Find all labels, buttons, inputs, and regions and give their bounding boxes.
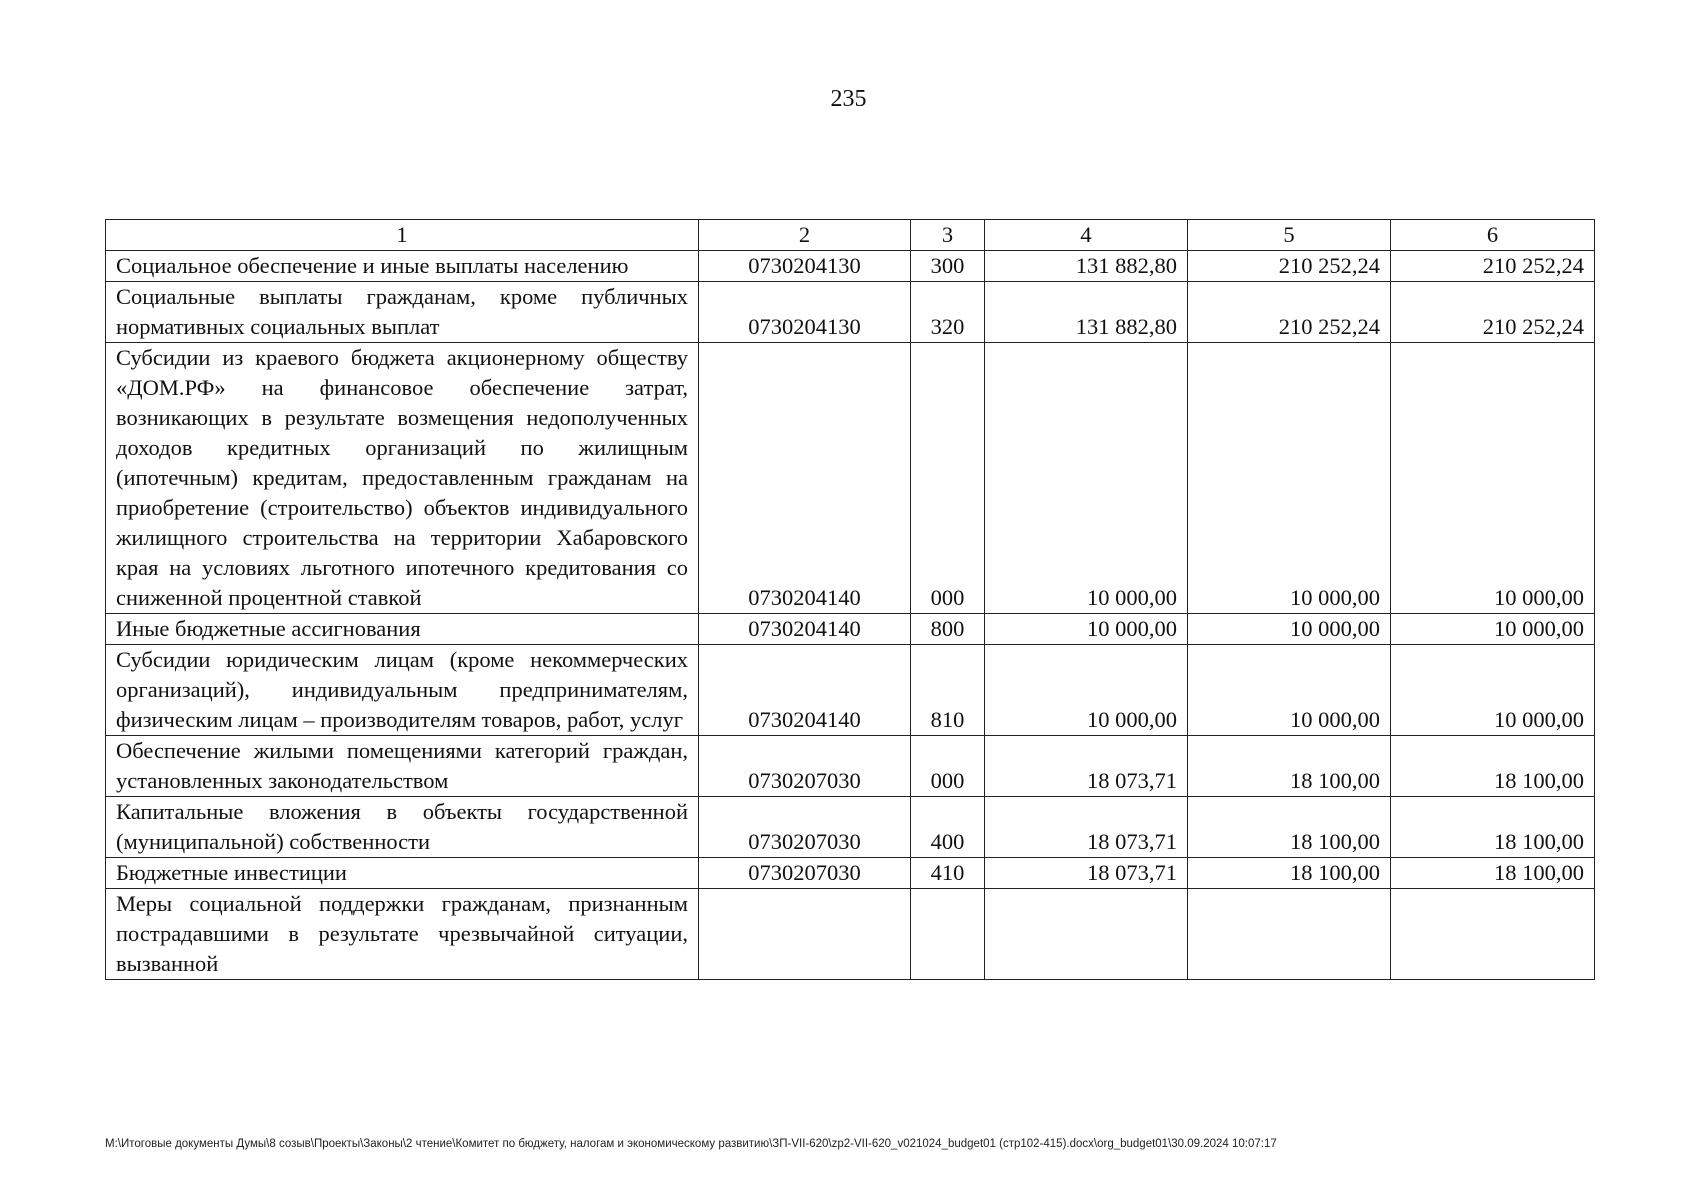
- table-row: [106, 889, 1595, 980]
- row-target-code: [699, 889, 911, 980]
- row-value-col5: 10 000,00: [1188, 614, 1391, 645]
- row-value-col5: 18 100,00: [1188, 858, 1391, 889]
- row-expense-type: 320: [911, 282, 985, 343]
- page-number: 235: [830, 86, 867, 112]
- row-name: Субсидии юридическим лицам (кроме некоммерческих организаций), индивидуальным предпринимателям, физическим лицам – производителям товаров, работ, услуг: [106, 645, 699, 736]
- row-name: Обеспечение жилыми помещениями категорий граждан, установленных законодательством: [106, 736, 699, 797]
- row-value-col6: 18 100,00: [1391, 858, 1595, 889]
- row-expense-type: 810: [911, 645, 985, 736]
- row-value-col4: 131 882,80: [985, 282, 1188, 343]
- column-header: 4: [985, 220, 1188, 251]
- row-value-col4: 10 000,00: [985, 645, 1188, 736]
- row-value-col5: 10 000,00: [1188, 645, 1391, 736]
- row-value-col6: [1391, 889, 1595, 980]
- row-value-col6: 10 000,00: [1391, 614, 1595, 645]
- table-row: [106, 736, 1595, 797]
- row-value-col5: 10 000,00: [1188, 343, 1391, 614]
- row-target-code: 0730207030: [699, 858, 911, 889]
- row-expense-type: 300: [911, 251, 985, 282]
- row-target-code: 0730207030: [699, 797, 911, 858]
- row-value-col6: 10 000,00: [1391, 343, 1595, 614]
- row-value-col5: 210 252,24: [1188, 251, 1391, 282]
- row-value-col6: 18 100,00: [1391, 797, 1595, 858]
- table-row: [106, 251, 1595, 282]
- row-value-col6: 210 252,24: [1391, 251, 1595, 282]
- row-value-col5: 210 252,24: [1188, 282, 1391, 343]
- row-value-col4: 18 073,71: [985, 858, 1188, 889]
- row-value-col4: 18 073,71: [985, 797, 1188, 858]
- row-target-code: 0730204140: [699, 645, 911, 736]
- row-value-col4: 10 000,00: [985, 614, 1188, 645]
- row-name: Социальное обеспечение и иные выплаты населению: [106, 251, 699, 282]
- row-name: Меры социальной поддержки гражданам, признанным пострадавшими в результате чрезвычайной ситуации, вызванной: [106, 889, 699, 980]
- row-value-col6: 18 100,00: [1391, 736, 1595, 797]
- column-header: 5: [1188, 220, 1391, 251]
- row-target-code: 0730207030: [699, 736, 911, 797]
- column-header: 6: [1391, 220, 1595, 251]
- row-value-col4: 131 882,80: [985, 251, 1188, 282]
- header-row: [106, 220, 1595, 251]
- column-header: 1: [106, 220, 699, 251]
- row-target-code: 0730204130: [699, 251, 911, 282]
- table-row: [106, 282, 1595, 343]
- budget-table: [105, 219, 1595, 980]
- table-row: [106, 797, 1595, 858]
- row-value-col6: 10 000,00: [1391, 645, 1595, 736]
- row-name: Иные бюджетные ассигнования: [106, 614, 699, 645]
- table-row: [106, 858, 1595, 889]
- row-expense-type: 000: [911, 736, 985, 797]
- row-value-col4: 10 000,00: [985, 343, 1188, 614]
- table-row: [106, 645, 1595, 736]
- document-path-footer: M:\Итоговые документы Думы\8 созыв\Проекты\Законы\2 чтение\Комитет по бюджету, налогам и экономическому развитию\ЗП-VII-620\zp2-VII-620_v021024_budget01 (стр102-415).docx\org_budget01\30.09.2024 10:07:17: [105, 1138, 1277, 1150]
- row-value-col6: 210 252,24: [1391, 282, 1595, 343]
- row-target-code: 0730204130: [699, 282, 911, 343]
- row-value-col4: 18 073,71: [985, 736, 1188, 797]
- table-row: [106, 343, 1595, 614]
- column-header: 2: [699, 220, 911, 251]
- table-row: [106, 614, 1595, 645]
- row-name: Капитальные вложения в объекты государственной (муниципальной) собственности: [106, 797, 699, 858]
- row-target-code: 0730204140: [699, 614, 911, 645]
- row-expense-type: 410: [911, 858, 985, 889]
- row-name: Бюджетные инвестиции: [106, 858, 699, 889]
- row-name: Социальные выплаты гражданам, кроме публичных нормативных социальных выплат: [106, 282, 699, 343]
- row-value-col5: 18 100,00: [1188, 797, 1391, 858]
- row-expense-type: [911, 889, 985, 980]
- column-header: 3: [911, 220, 985, 251]
- row-value-col5: [1188, 889, 1391, 980]
- row-value-col4: [985, 889, 1188, 980]
- row-expense-type: 000: [911, 343, 985, 614]
- row-value-col5: 18 100,00: [1188, 736, 1391, 797]
- row-name: Субсидии из краевого бюджета акционерному обществу «ДОМ.РФ» на финансовое обеспечение затрат, возникающих в результате возмещения недополученных доходов кредитных организаций по жилищным (ипотечным) кредитам, предоставленным гражданам на приобретение (строительство) объектов индивидуального жилищного строительства на территории Хабаровского края на условиях льготного ипотечного кредитования со сниженной процентной ставкой: [106, 343, 699, 614]
- row-target-code: 0730204140: [699, 343, 911, 614]
- row-expense-type: 800: [911, 614, 985, 645]
- row-expense-type: 400: [911, 797, 985, 858]
